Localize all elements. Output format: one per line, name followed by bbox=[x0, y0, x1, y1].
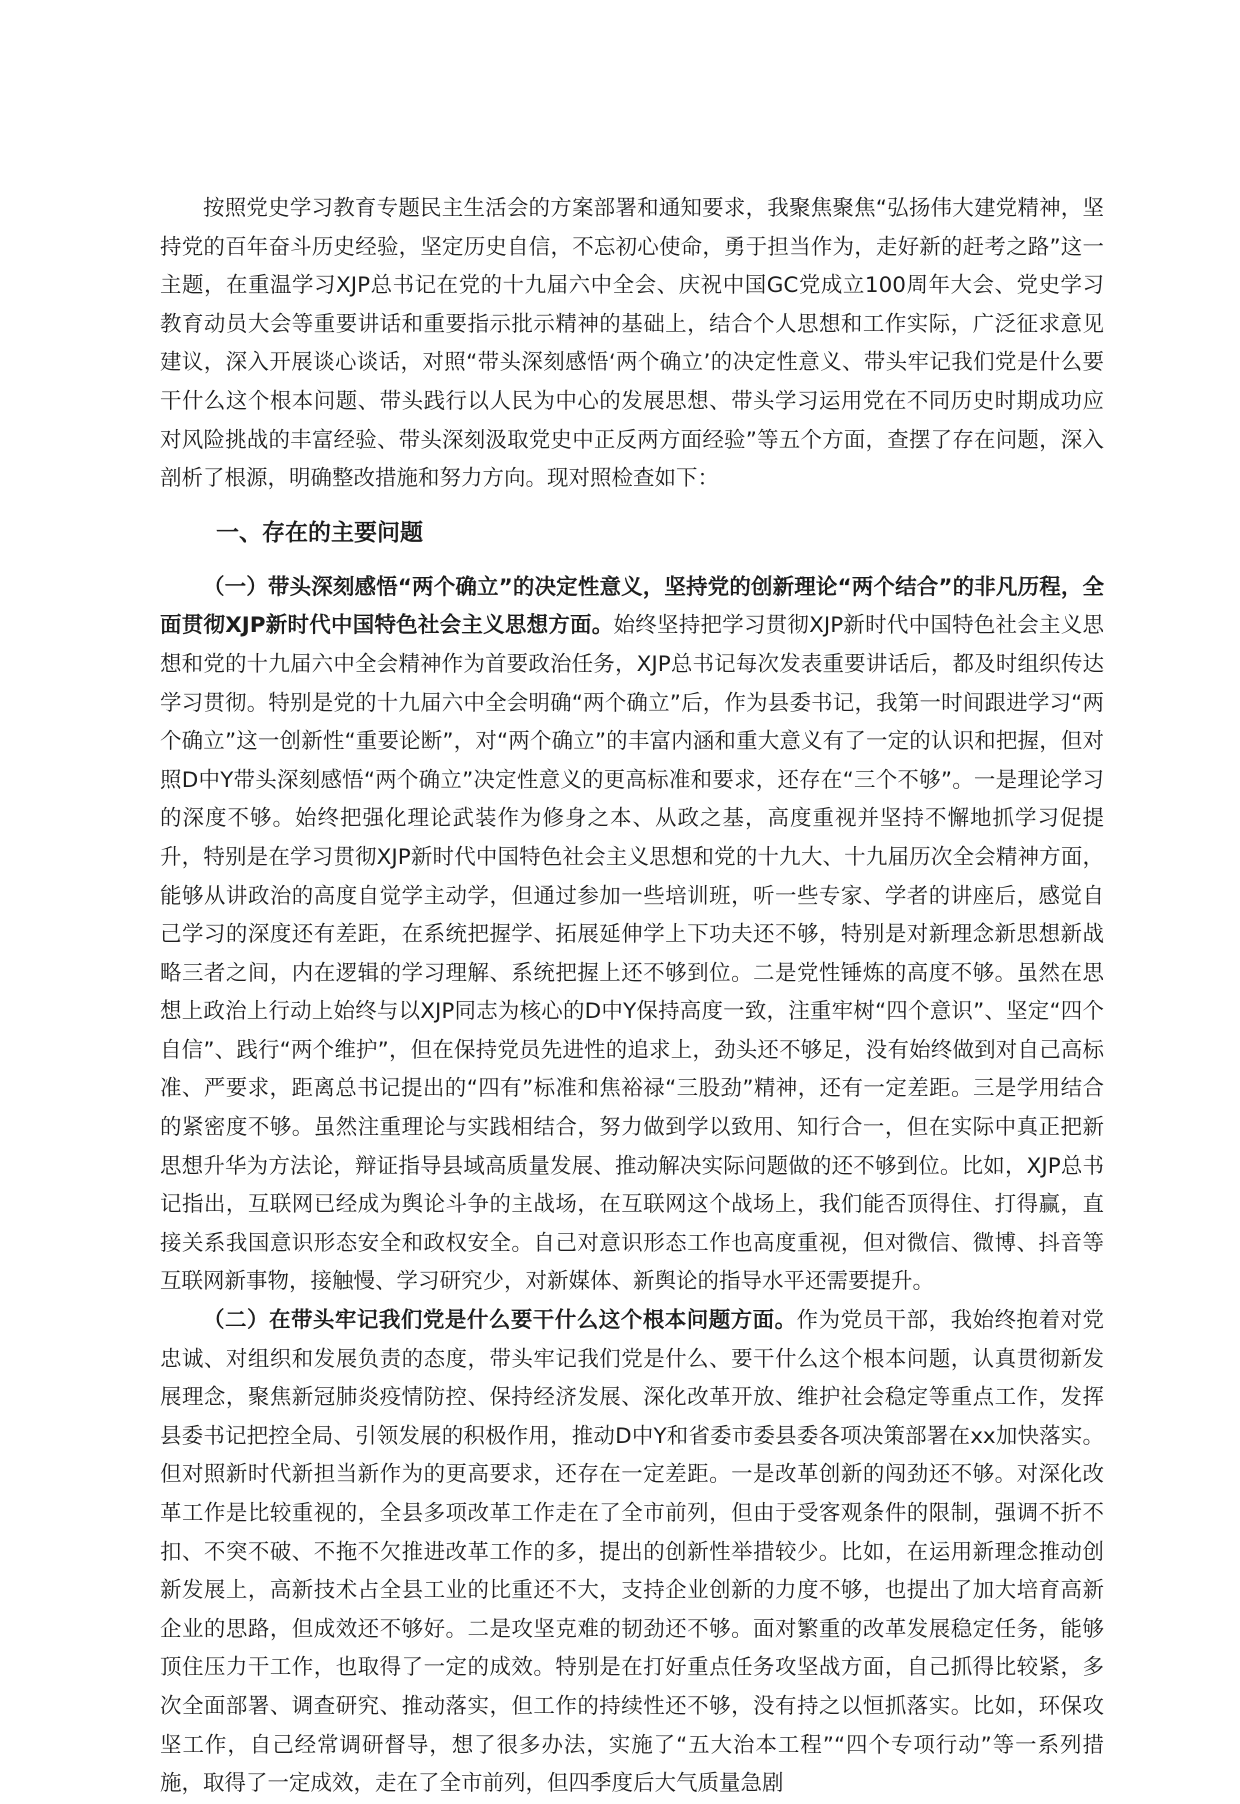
intro-paragraph: 按照党史学习教育专题民主生活会的方案部署和通知要求，我聚焦聚焦“弘扬伟大建党精神，坚持党的百年奋斗历史经验，坚定历史自信，不忘初心使命，勇于担当作为，走好新的赶考之路”这一主题，在重温学习XJP总书记在党的十九届六中全会、庆祝中国GC党成立100周年大会、党史学习教育动员大会等重要讲话和重要指示批示精神的基础上，结合个人思想和工作实际，广泛征求意见建议，深入开展谈心谈话，对照“带头深刻感悟‘两个确立’的决定性意义、带头牢记我们党是什么要干什么这个根本问题、带头践行以人民为中心的发展思想、带头学习运用党在不同历史时期成功应对风险挑战的丰富经验、带头深刻汲取党史中正反两方面经验”等五个方面，查摆了存在问题，深入剖析了根源，明确整改措施和努力方向。现对照检查如下： bbox=[160, 196, 1104, 492]
item2-paragraph bbox=[160, 1302, 1104, 1804]
item2-body: 作为党员干部，我始终抱着对党忠诚、对组织和发展负责的态度，带头牢记我们党是什么、要干什么这个根本问题，认真贯彻新发展理念，聚焦新冠肺炎疫情防控、保持经济发展、深化改革开放、维护社会稳定等重点工作，发挥县委书记把控全局、引领发展的积极作用，推动D中Y和省委市委县委各项决策部署在xx加快落实。但对照新时代新担当新作为的更高要求，还存在一定差距。一是改革创新的闯劲还不够。对深化改革工作是比较重视的，全县多项改革工作走在了全市前列，但由于受客观条件的限制，强调不折不扣、不突不破、不拖不欠推进改革工作的多，提出的创新性举措较少。比如，在运用新理念推动创新发展上，高新技术占全县工业的比重还不大，支持企业创新的力度不够，也提出了加大培育高新企业的思路，但成效还不够好。二是攻坚克难的韧劲还不够。面对繁重的改革发展稳定任务，能够顶住压力干工作，也取得了一定的成效。特别是在打好重点任务攻坚战方面，自己抓得比较紧，多次全面部署、调查研究、推动落实，但工作的持续性还不够，没有持之以恒抓落实。比如，环保攻坚工作，自己经常调研督导，想了很多办法，实施了“五大治本工程”“四个专项行动”等一系列措施，取得了一定成效，走在了全市前列，但四季度后大气质量急剧 bbox=[160, 1308, 1104, 1797]
document-page bbox=[160, 190, 1104, 1804]
section-heading: 一、存在的主要问题 bbox=[216, 519, 423, 546]
item1-heading: （一）带头深刻感悟“两个确立”的决定性意义，坚持党的创新理论“两个结合”的非凡历程，全面贯彻XJP新时代中国特色社会主义思想方面。 bbox=[160, 574, 1104, 639]
item1-body: 始终坚持把学习贯彻XJP新时代中国特色社会主义思想和党的十九届六中全会精神作为首要政治任务，XJP总书记每次发表重要讲话后，都及时组织传达学习贯彻。特别是党的十九届六中全会明确“两个确立”后，作为县委书记，我第一时间跟进学习“两个确立”这一创新性“重要论断”，对“两个确立”的丰富内涵和重大意义有了一定的认识和把握，但对照D中Y带头深刻感悟“两个确立”决定性意义的更高标准和要求，还存在“三个不够”。一是理论学习的深度不够。始终把强化理论武装作为修身之本、从政之基，高度重视并坚持不懈地抓学习促提升，特别是在学习贯彻XJP新时代中国特色社会主义思想和党的十九大、十九届历次全会精神方面，能够从讲政治的高度自觉学主动学，但通过参加一些培训班，听一些专家、学者的讲座后，感觉自己学习的深度还有差距，在系统把握学、拓展延伸学上下功夫还不够，特别是对新理念新思想新战略三者之间，内在逻辑的学习理解、系统把握上还不够到位。二是党性锤炼的高度不够。虽然在思想上政治上行动上始终与以XJP同志为核心的D中Y保持高度一致，注重牢树“四个意识”、坚定“四个自信”、践行“两个维护”，但在保持党员先进性的追求上，劲头还不够足，没有始终做到对自己高标准、严要求，距离总书记提出的“四有”标准和焦裕禄“三股劲”精神，还有一定差距。三是学用结合的紧密度不够。虽然注重理论与实践相结合，努力做到学以致用、知行合一，但在实际中真正把新思想升华为方法论，辩证指导县域高质量发展、推动解决实际问题做的还不够到位。比如，XJP总书记指出，互联网已经成为舆论斗争的主战场，在互联网这个战场上，我们能否顶得住、打得赢，直接关系我国意识形态安全和政权安全。自己对意识形态工作也高度重视，但对微信、微博、抖音等互联网新事物，接触慢、学习研究少，对新媒体、新舆论的指导水平还需要提升。 bbox=[160, 613, 1104, 1295]
item1-paragraph bbox=[160, 569, 1104, 1302]
item2-heading: （二）在带头牢记我们党是什么要干什么这个根本问题方面。 bbox=[203, 1308, 797, 1334]
